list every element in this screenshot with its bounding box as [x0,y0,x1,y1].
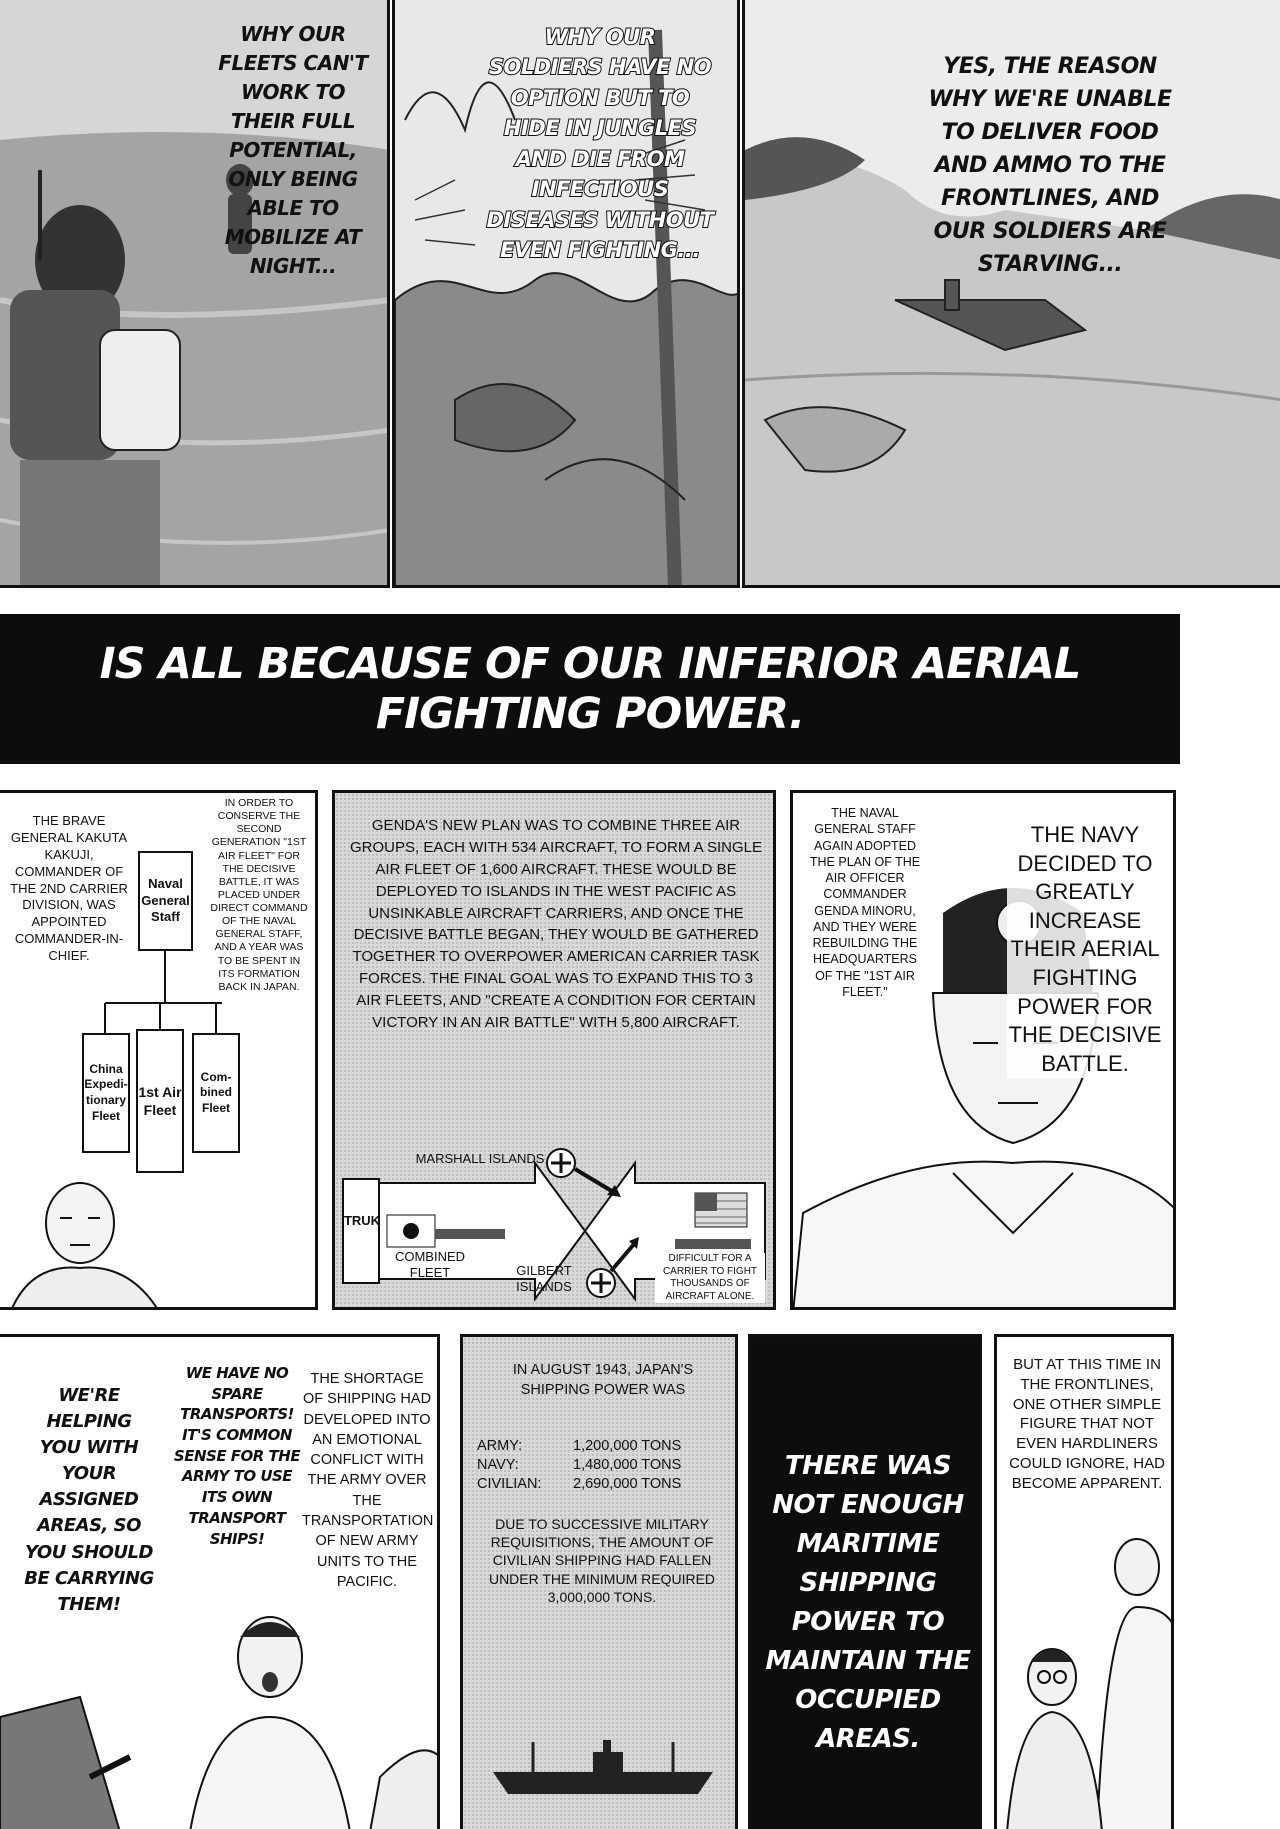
shipping-label: ARMY: [477,1438,523,1454]
japanese-flag-icon [387,1215,435,1247]
cargo-ship-icon [483,1732,723,1802]
org-combined-fleet: Com-bined Fleet [192,1033,240,1153]
caption-maritime-shortage: THERE WAS NOT ENOUGH MARITIME SHIPPING POWER TO MAINTAIN THE OCCUPIED AREAS. [765,1451,971,1754]
caption-navy-decided: THE NAVY DECIDED TO GREATLY INCREASE THEIR AERIAL FIGHTING POWER FOR THE DECISIVE BATTLE. [1007,821,1163,1078]
kakuta-portrait [0,1163,318,1310]
label-gilbert: GILBERT ISLANDS [516,1263,572,1295]
label-marshall: MARSHALL ISLANDS [415,1151,545,1166]
org-naval-general-staff: Naval General Staff [138,851,193,951]
panel-org-chart [0,790,318,1310]
shipping-label: CIVILIAN: [477,1475,542,1492]
shipping-label: NAVY: [477,1456,519,1473]
american-flag-icon [695,1193,747,1227]
caption-shipping-conflict: THE SHORTAGE OF SHIPPING HAD DEVELOPED INTO AN EMOTIONAL CONFLICT WITH THE ARMY OVER THE TRANSPORTATION OF NEW ARMY UNITS TO THE PACIFIC. [302,1371,434,1590]
label-combined-fleet: COMBINED FLEET [394,1249,466,1281]
japanese-carrier-icon [435,1229,505,1239]
panel-genda-officer [790,790,1176,1310]
caption-kakuta: THE BRAVE GENERAL KAKUTA KAKUJI, COMMANDER OF THE 2ND CARRIER DIVISION, WAS APPOINTED COMMANDER-IN-CHIEF. [10,813,128,964]
panel-fleet-night [0,0,390,588]
panel-shipping-power [460,1334,738,1829]
org-china-fleet: China Expedi-tionary Fleet [82,1033,130,1153]
caption-general-staff: THE NAVAL GENERAL STAFF AGAIN ADOPTED THE PLAN OF THE AIR OFFICER COMMANDER GENDA MINORU, AND THEY WERE REBUILDING THE HEADQUARTERS OF THE "1ST AIR FLEET." [803,805,927,1000]
caption-conserve-fleet: IN ORDER TO CONSERVE THE SECOND GENERATION "1ST AIR FLEET" FOR THE DECISIVE BATTLE, IT WAS PLACED UNDER DIRECT COMMAND OF THE NAVAL GENERAL STAFF, AND A YEAR WAS TO BE SPENT IN ITS FORMATION BACK IN JAPAN. [210,797,308,993]
shipping-intro: IN AUGUST 1943, JAPAN'S SHIPPING POWER WAS [512,1362,694,1398]
shipping-table [477,1437,727,1494]
shipping-row-army [477,1437,727,1456]
label-difficult: DIFFICULT FOR A CARRIER TO FIGHT THOUSANDS OF AIRCRAFT ALONE. [655,1253,765,1303]
american-carrier-icon [675,1239,751,1249]
label-truk: TRUK [343,1213,381,1228]
caption-starving: YES, THE REASON WHY WE'RE UNABLE TO DELIVER FOOD AND AMMO TO THE FRONTLINES, AND OUR SOLDIERS ARE STARVING... [928,54,1172,277]
banner-aerial-power [0,614,1180,764]
plane-icon-bottom [587,1269,615,1297]
shipping-row-navy [477,1456,727,1475]
shipping-row-civilian [477,1475,727,1494]
shipping-value: 2,690,000 TONS [573,1475,682,1492]
caption-simple-figure: BUT AT THIS TIME IN THE FRONTLINES, ONE OTHER SIMPLE FIGURE THAT NOT EVEN HARDLINERS COULD IGNORE, HAD BECOME APPARENT. [1005,1355,1169,1494]
panel-army-argument [0,1334,440,1829]
panel-genda-plan [332,790,776,1310]
banner-text: IS ALL BECAUSE OF OUR INFERIOR AERIAL FIGHTING POWER. [99,639,1081,739]
caption-fleets-night: WHY OUR FLEETS CAN'T WORK TO THEIR FULL POTENTIAL, ONLY BEING ABLE TO MOBILIZE AT NIGHT... [218,22,368,278]
org-1st-air-fleet: 1st Air Fleet [136,1029,184,1173]
shipping-value: 1,480,000 TONS [573,1456,682,1473]
panel-maritime-shortage [748,1334,982,1829]
caption-genda-plan: GENDA'S NEW PLAN WAS TO COMBINE THREE AIR GROUPS, EACH WITH 534 AIRCRAFT, TO FORM A SINGLE AIR FLEET OF 1,600 AIRCRAFT. THESE WOULD BE DEPLOYED TO ISLANDS IN THE WEST PACIFIC AS UNSINKABLE AIRCRAFT CARRIERS, AND ONCE THE DECISIVE BATTLE BEGAN, THEY WOULD BE GATHERED TOGETHER TO OVERPOWER AMERICAN CARRIER TASK FORCES. THE FINAL GOAL WAS TO EXPAND THIS TO 3 AIR FLEETS, AND "CREATE A CONDITION FOR CERTAIN VICTORY IN AN AIR BATTLE" WITH 5,800 AIRCRAFT. [349,817,763,1032]
shipping-value: 1,200,000 TONS [573,1438,682,1454]
bubble-helping-you: WE'RE HELPING YOU WITH YOUR ASSIGNED AREAS, SO YOU SHOULD BE CARRYING THEM! [20,1373,158,1628]
panel-frontlines [994,1334,1174,1829]
panel-jungle [392,0,740,588]
panel-sunken-ships [742,0,1280,588]
shipping-outro: DUE TO SUCCESSIVE MILITARY REQUISITIONS, THE AMOUNT OF CIVILIAN SHIPPING HAD FALLEN UNDER THE MINIMUM REQUIRED 3,000,000 TONS. [488,1516,716,1605]
caption-jungle: WHY OUR SOLDIERS HAVE NO OPTION BUT TO HIDE IN JUNGLES AND DIE FROM INFECTIOUS DISEASES WITHOUT EVEN FIGHTING... [486,25,714,263]
bubble-no-spare-transports: WE HAVE NO SPARE TRANSPORTS! IT'S COMMON SENSE FOR THE ARMY TO USE ITS OWN TRANSPORT SHIPS! [168,1353,306,1559]
